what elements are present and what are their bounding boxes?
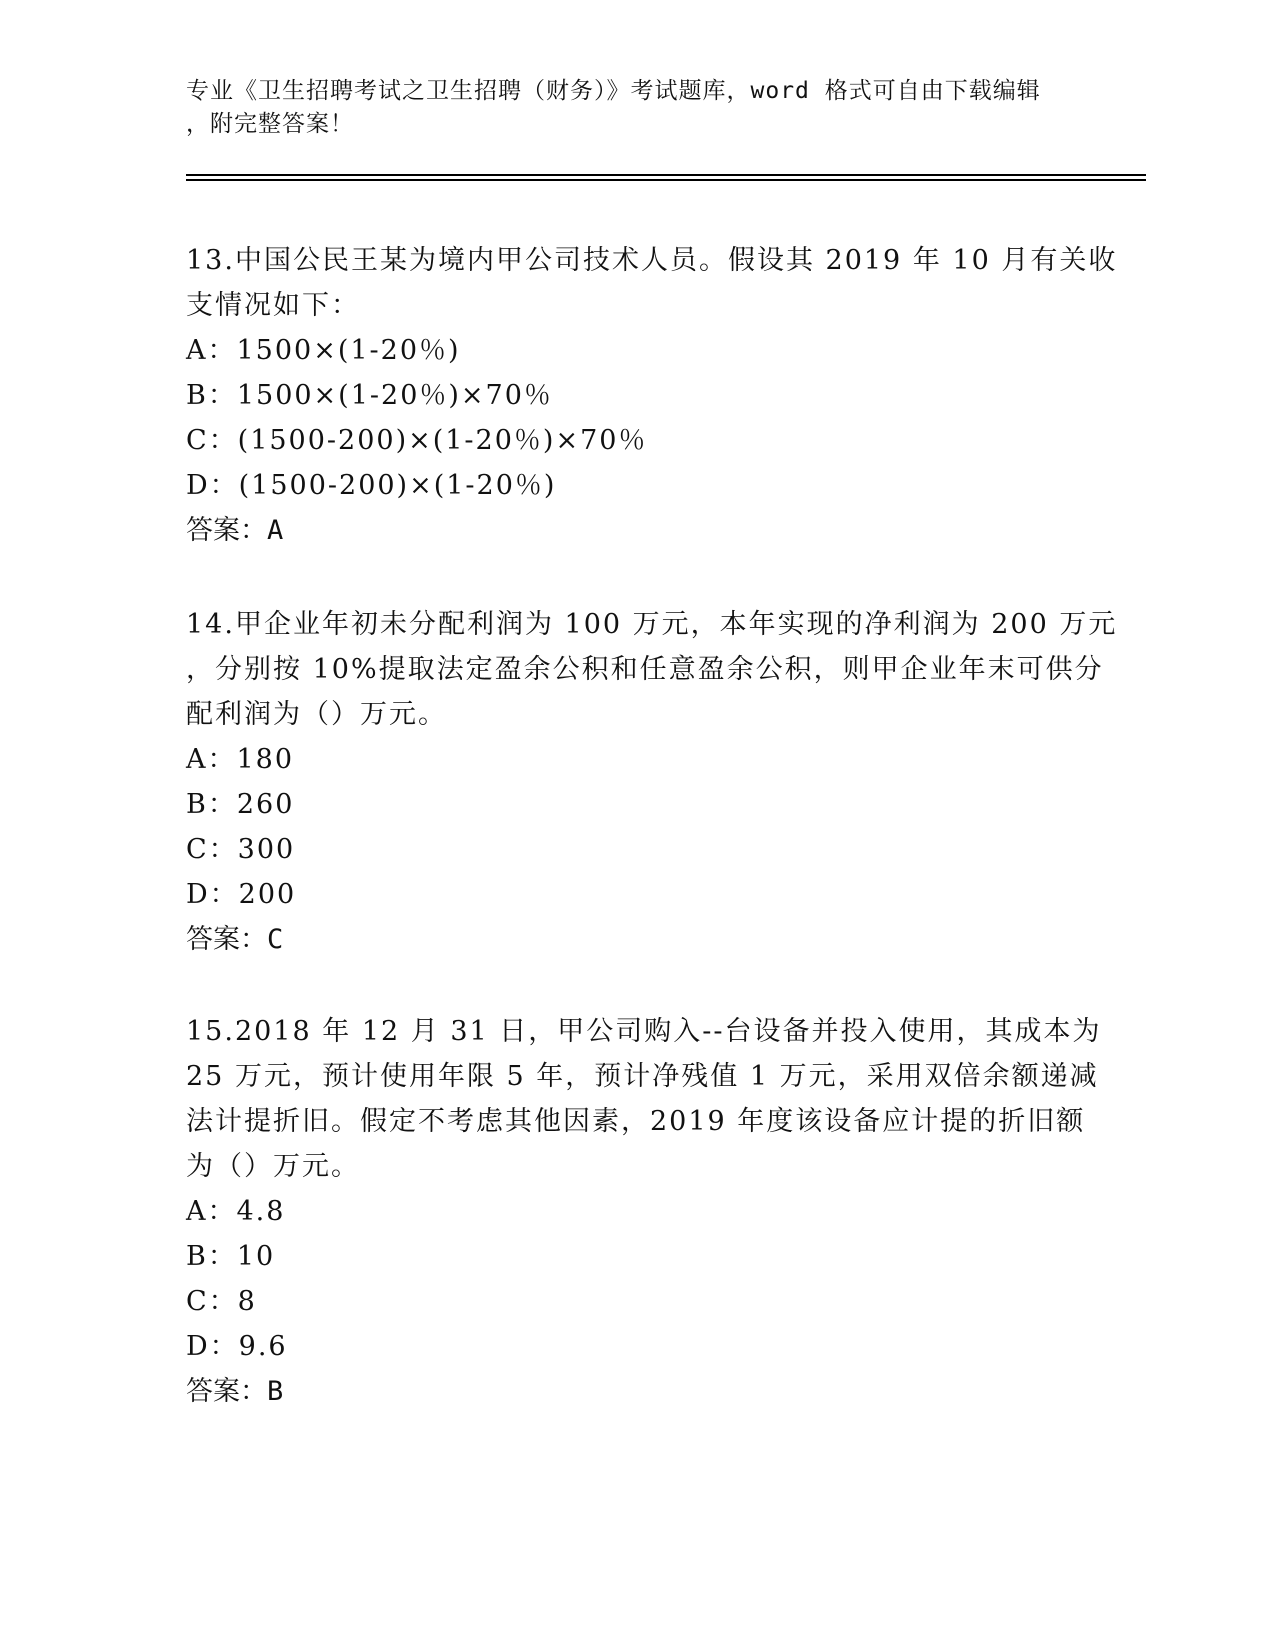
option-d: D：(1500-200)×(1-20％) (186, 470, 557, 501)
answer-label: 答案：C (186, 924, 284, 955)
question-stem-line: ，分别按 10%提取法定盈余公积和任意盈余公积，则甲企业年末可供分 (186, 654, 1104, 685)
question-stem-line: 13.中国公民王某为境内甲公司技术人员。假设其 2019 年 10 月有关收 (186, 245, 1118, 276)
question-stem-line: 支情况如下： (186, 290, 360, 321)
option-d: D：200 (186, 879, 297, 910)
question-stem-line: 14.甲企业年初未分配利润为 100 万元，本年实现的净利润为 200 万元 (186, 609, 1118, 640)
option-c: C：(1500-200)×(1-20％)×70％ (186, 425, 648, 456)
option-b: B：10 (186, 1241, 276, 1272)
answer-label: 答案：B (186, 1376, 284, 1407)
option-a: A：1500×(1-20％) (186, 335, 461, 366)
question-stem-line: 15.2018 年 12 月 31 日，甲公司购入--台设备并投入使用，其成本为 (186, 1016, 1102, 1047)
question-stem-line: 为（）万元。 (186, 1151, 360, 1182)
option-b: B：260 (186, 789, 295, 820)
option-c: C：8 (186, 1286, 257, 1317)
header-rule-bottom (186, 179, 1146, 181)
question-stem-line: 25 万元，预计使用年限 5 年，预计净残值 1 万元，采用双倍余额递减 (186, 1061, 1099, 1092)
option-c: C：300 (186, 834, 296, 865)
option-a: A：180 (186, 744, 295, 775)
header-line-1: 专业《卫生招聘考试之卫生招聘（财务）》考试题库，word 格式可自由下载编辑 (186, 78, 1041, 104)
header-line-2: ，附完整答案！ (186, 111, 354, 137)
question-stem-line: 法计提折旧。假定不考虑其他因素，2019 年度该设备应计提的折旧额 (186, 1106, 1086, 1137)
option-a: A：4.8 (186, 1196, 286, 1227)
option-d: D：9.6 (186, 1331, 288, 1362)
header-rule-top (186, 174, 1146, 176)
question-stem-line: 配利润为（）万元。 (186, 699, 447, 730)
option-b: B：1500×(1-20％)×70％ (186, 380, 553, 411)
answer-label: 答案：A (186, 515, 284, 546)
